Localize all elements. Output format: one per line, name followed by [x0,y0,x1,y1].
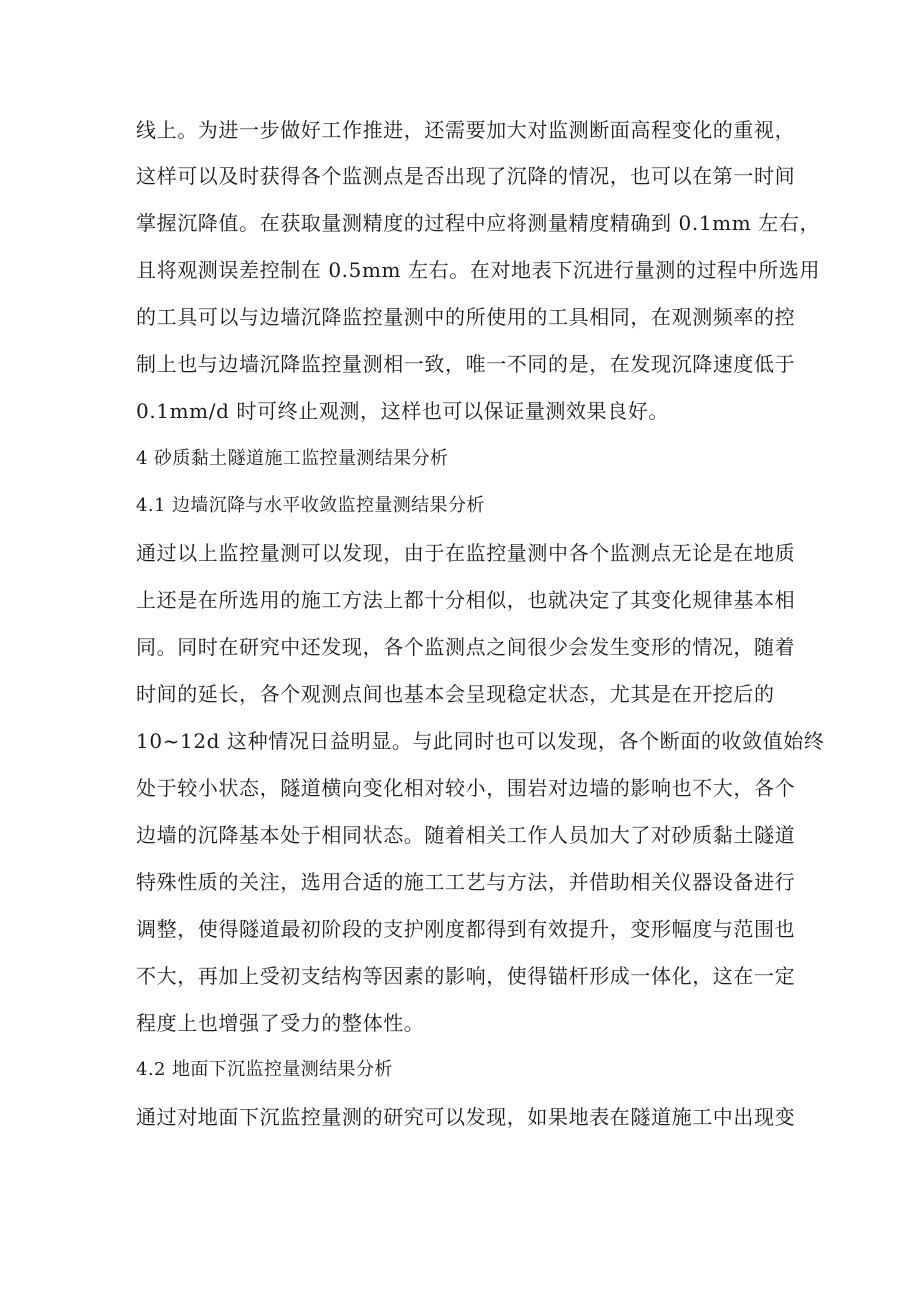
paragraph-line: 特殊性质的关注，选用合适的施工工艺与方法，并借助相关仪器设备进行 [136,870,796,894]
paragraph-line: 时间的延长，各个观测点间也基本会呈现稳定状态，尤其是在开挖后的 [136,682,775,706]
paragraph-line: 调整，使得隧道最初阶段的支护刚度都得到有效提升，变形幅度与范围也 [136,917,796,941]
paragraph-line: 通过对地面下沉监控量测的研究可以发现，如果地表在隧道施工中出现变 [136,1105,796,1129]
paragraph-line: 且将观测误差控制在 0.5mm 左右。在对地表下沉进行量测的过程中所选用 [136,258,821,282]
paragraph-line: 掌握沉降值。在获取量测精度的过程中应将测量精度精确到 0.1mm 左右， [136,211,821,235]
paragraph-line: 线上。为进一步做好工作推进，还需要加大对监测断面高程变化的重视， [136,118,796,142]
subsection-heading: 4.2 地面下沉监控量测结果分析 [136,1059,393,1080]
paragraph-line: 处于较小状态，隧道横向变化相对较小，围岩对边墙的影响也不大，各个 [136,776,796,800]
paragraph-line: 同。同时在研究中还发现，各个监测点之间很少会发生变形的情况，随着 [136,635,796,659]
paragraph-line: 这样可以及时获得各个监测点是否出现了沉降的情况，也可以在第一时间 [136,164,796,188]
subsection-heading: 4.1 边墙沉降与水平收敛监控量测结果分析 [136,495,485,516]
paragraph-line: 程度上也增强了受力的整体性。 [136,1011,425,1035]
section-heading: 4 砂质黏土隧道施工监控量测结果分析 [136,448,449,469]
paragraph-line: 制上也与边墙沉降监控量测相一致，唯一不同的是，在发现沉降速度低于 [136,352,796,376]
paragraph-line: 的工具可以与边墙沉降监控量测中的所使用的工具相同，在观测频率的控 [136,305,796,329]
paragraph-line: 0.1mm/d 时可终止观测，这样也可以保证量测效果良好。 [136,399,670,423]
paragraph-line: 上还是在所选用的施工方法上都十分相似，也就决定了其变化规律基本相 [136,588,796,612]
paragraph-line: 不大，再加上受初支结构等因素的影响，使得锚杆形成一体化，这在一定 [136,964,796,988]
paragraph-line: 边墙的沉降基本处于相同状态。随着相关工作人员加大了对砂质黏土隧道 [136,823,796,847]
paragraph-line: 通过以上监控量测可以发现，由于在监控量测中各个监测点无论是在地质 [136,541,796,565]
paragraph-line: 10~12d 这种情况日益明显。与此同时也可以发现，各个断面的收敛值始终 [136,729,825,753]
